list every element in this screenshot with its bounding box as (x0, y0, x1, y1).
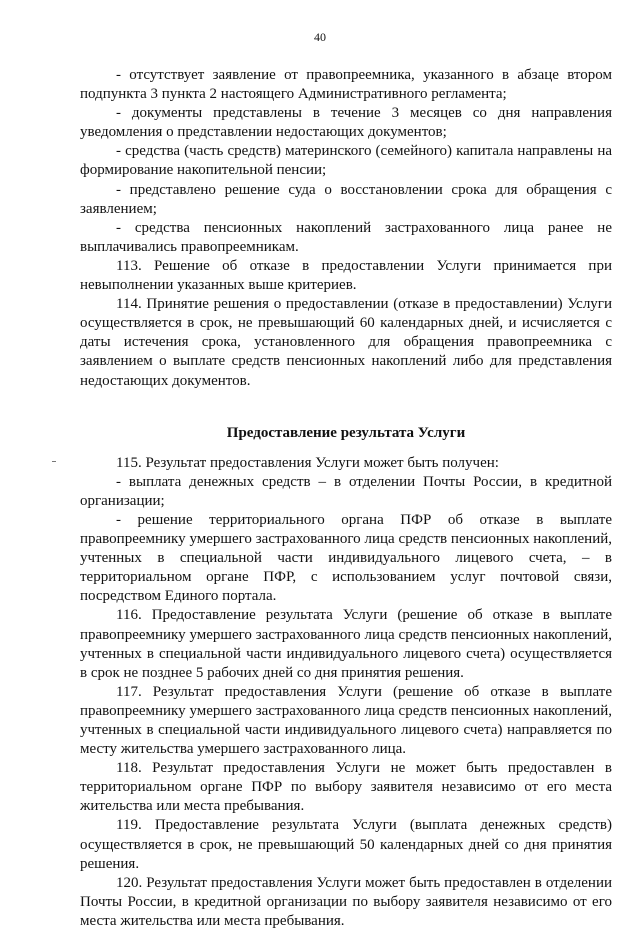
paragraph: - документы представлены в течение 3 месяцев со дня направления уведомления о представлении недостающих документов; (80, 105, 612, 141)
paragraph: 116. Предоставление результата Услуги (решение об отказе в выплате правопреемнику умершего застрахованного лица средств пенсионных накоплений, учтенных в специальной части индивидуального лицевого счета) осуществляется в срок не позднее 5 рабочих дней со дня принятия решения. (80, 607, 612, 681)
paragraph: 114. Принятие решения о предоставлении (отказе в предоставлении) Услуги осуществляется в срок, не превышающий 60 календарных дней, и исчисляется с даты истечения срока, установленного для обращения правопреемника с заявлением о выплате средств пенсионных накоплений либо для представления недостающих документов. (80, 296, 612, 389)
page-number: 40 (314, 30, 326, 44)
section-heading: Предоставление результата Услуги (226, 424, 466, 441)
paragraph: 115. Результат предоставления Услуги может быть получен: (116, 454, 499, 471)
paragraph: 113. Решение об отказе в предоставлении Услуги принимается при невыполнении указанных выше критериев. (80, 257, 612, 294)
paragraph: - представлено решение суда о восстановлении срока для обращения с заявлением; (80, 181, 612, 217)
document-body (80, 66, 612, 931)
paragraph: 120. Результат предоставления Услуги может быть предоставлен в отделении Почты России, в кредитной организации по выбору заявителя независимо от его места жительства или места пребывания. (80, 874, 612, 929)
paragraph: - выплата денежных средств – в отделении Почты России, в кредитной организации; (80, 473, 612, 509)
paragraph: - решение территориального органа ПФР об отказе в выплате правопреемнику умершего застрахованного лица средств пенсионных накоплений, учтенных в специальной части индивидуального лицевого счета, – в территориальном органе ПФР, с использованием услуг почтовой связи, посредством Единого портала. (80, 511, 612, 605)
paragraph: 118. Результат предоставления Услуги не может быть предоставлен в территориальном органе ПФР по выбору заявителя независимо от его места жительства или места пребывания. (80, 760, 612, 815)
margin-mark (52, 461, 56, 462)
paragraph: - средства пенсионных накоплений застрахованного лица ранее не выплачивались правопреемникам. (80, 219, 612, 255)
paragraph: - средства (часть средств) материнского (семейного) капитала направлены на формирование накопительной пенсии; (80, 143, 612, 179)
paragraph: 117. Результат предоставления Услуги (решение об отказе в выплате правопреемнику умершего застрахованного лица средств пенсионных накоплений, учтенных в специальной части индивидуального лицевого счета) направляется по месту жительства умершего застрахованного лица. (80, 683, 612, 758)
paragraph: - отсутствует заявление от правопреемника, указанного в абзаце втором подпункта 3 пункта 2 настоящего Административного регламента; (80, 67, 612, 103)
paragraph: 119. Предоставление результата Услуги (выплата денежных средств) осуществляется в срок, не превышающий 50 календарных дней со дня принятия решения. (80, 817, 612, 872)
